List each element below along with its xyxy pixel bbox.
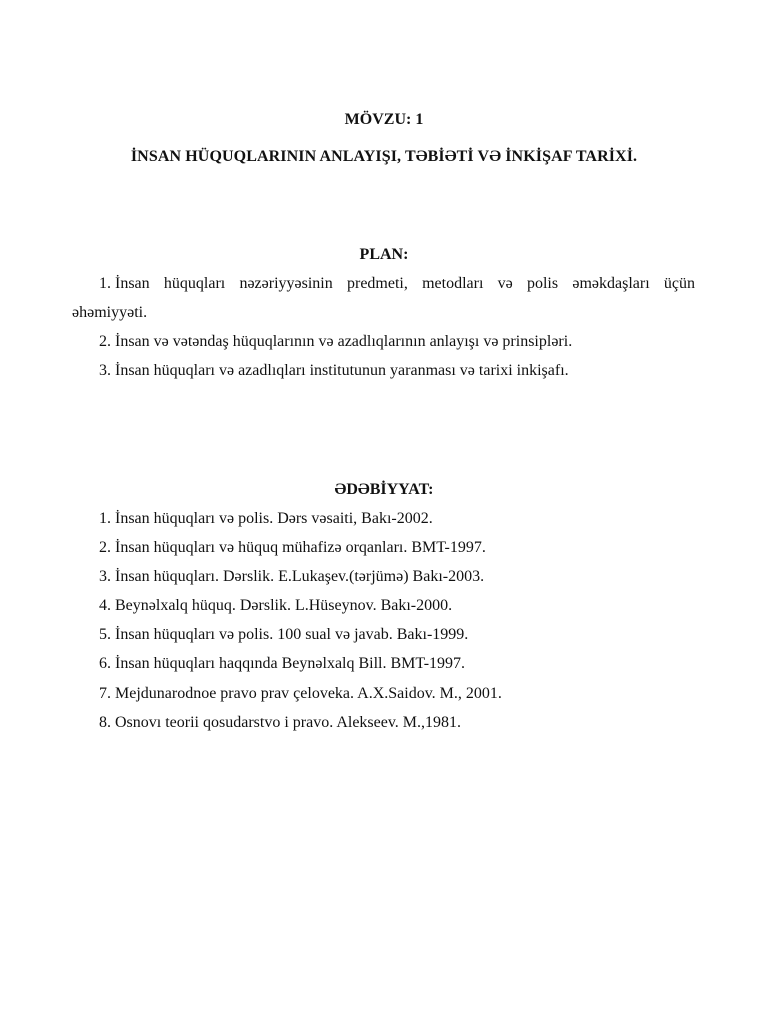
- plan-item-1-continuation: əhəmiyyəti.: [72, 304, 148, 321]
- literature-item-4: 4. Beynəlxalq hüquq. Dərslik. L.Hüseynov. Bakı-2000.: [99, 597, 453, 614]
- plan-item-1-word: predmeti,: [346, 275, 408, 292]
- plan-item-3: 3. İnsan hüquqları və azadlıqları institutunun yaranması və tarixi inkişafı.: [99, 362, 569, 379]
- literature-item-6: 6. İnsan hüquqları haqqında Beynəlxalq Bill. BMT-1997.: [99, 655, 466, 672]
- plan-item-1-word: üçün: [663, 275, 695, 292]
- plan-item-1-word: metodları: [422, 275, 484, 292]
- plan-item-1-word: əməkdaşları: [572, 275, 650, 292]
- plan-item-1: [99, 274, 695, 294]
- literature-item-3: 3. İnsan hüquqları. Dərslik. E.Lukaşev.(tərjümə) Bakı-2003.: [99, 568, 485, 585]
- literature-item-1: 1. İnsan hüquqları və polis. Dərs vəsaiti, Bakı-2002.: [99, 510, 433, 527]
- literature-item-5: 5. İnsan hüquqları və polis. 100 sual və javab. Bakı-1999.: [99, 626, 469, 643]
- plan-item-1-word: polis: [526, 275, 559, 292]
- plan-heading: PLAN:: [359, 246, 409, 263]
- literature-heading: ƏDƏBİYYAT:: [334, 481, 434, 498]
- topic-title: İNSAN HÜQUQLARININ ANLAYIŞI, TƏBİƏTİ VƏ İNKİŞAF TARİXİ.: [130, 148, 638, 165]
- plan-item-2: 2. İnsan və vətəndaş hüquqlarının və azadlıqlarının anlayışı və prinsipləri.: [99, 333, 573, 350]
- plan-item-1-word: və: [497, 275, 513, 292]
- plan-item-1-word: hüquqları: [163, 275, 226, 292]
- literature-item-7: 7. Mejdunarodnoe pravo prav çeloveka. A.X.Saidov. M., 2001.: [99, 685, 502, 702]
- plan-item-1-word: nəzəriyyəsinin: [239, 275, 333, 292]
- plan-item-1-word: 1. İnsan: [99, 275, 150, 292]
- topic-number: MÖVZU: 1: [344, 111, 424, 128]
- literature-item-2: 2. İnsan hüquqları və hüquq mühafizə orqanları. BMT-1997.: [99, 539, 486, 556]
- literature-item-8: 8. Osnovı teorii qosudarstvo i pravo. Alekseev. M.,1981.: [99, 714, 462, 731]
